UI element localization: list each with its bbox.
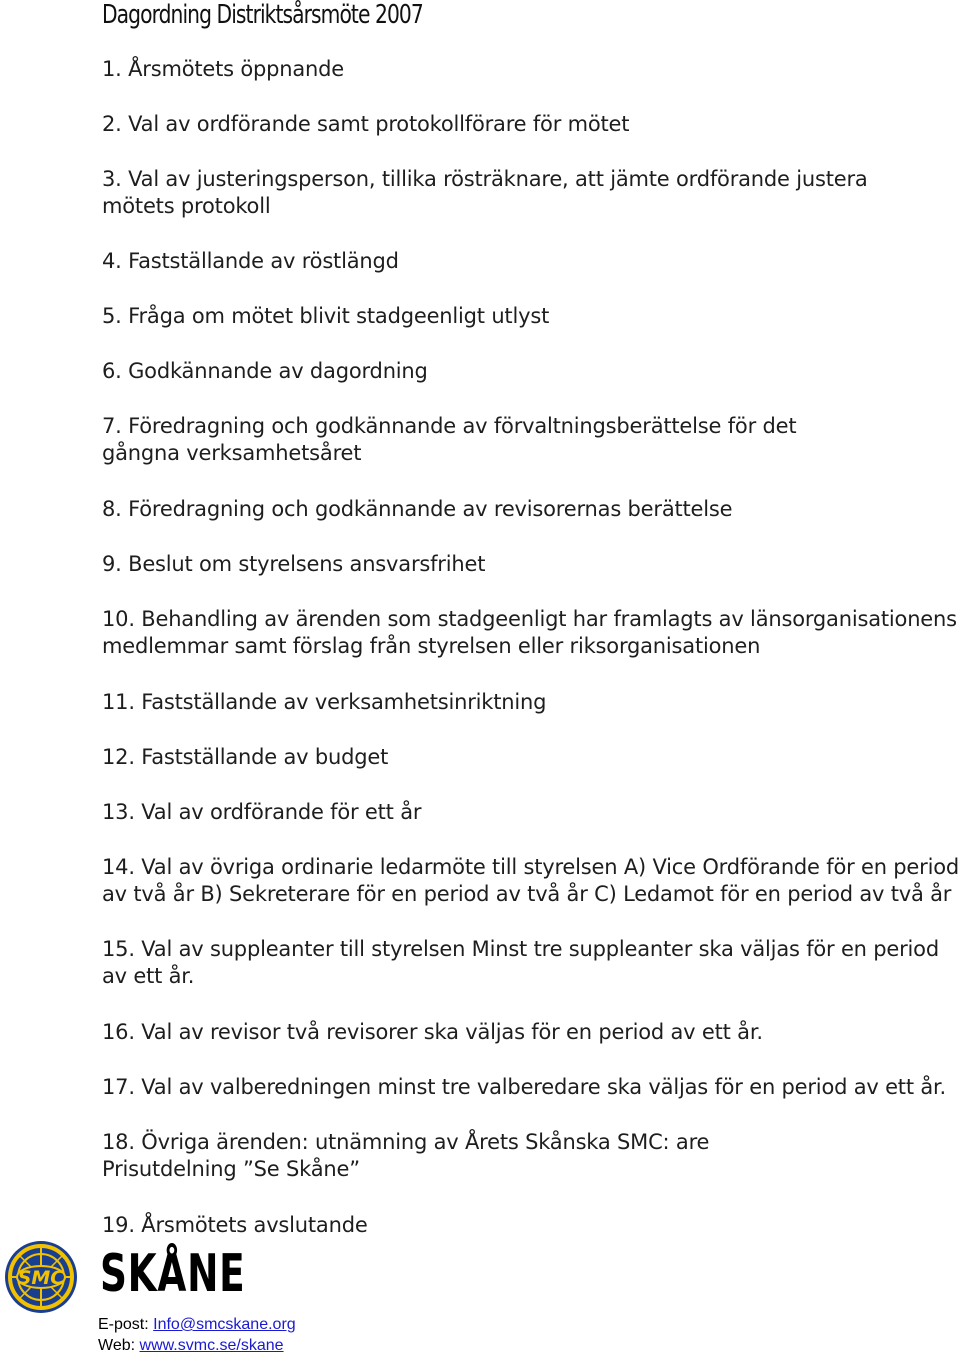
web-link[interactable]: www.svmc.se/skane <box>139 1337 284 1354</box>
agenda-item-18: 18. Övriga ärenden: utnämning av Årets Skånska SMC: are Prisutdelning ”Se Skåne” <box>102 1130 710 1181</box>
agenda-item-10: 10. Behandling av ärenden som stadgeenligt har framlagts av länsorganisationens medlemmar samt förslag från styrelsen eller riksorganisationen <box>102 607 957 658</box>
agenda-item-6: 6. Godkännande av dagordning <box>102 359 428 383</box>
agenda-item-16: 16. Val av revisor två revisorer ska väljas för en period av ett år. <box>102 1020 763 1044</box>
email-link[interactable]: Info@smcskane.org <box>153 1316 296 1333</box>
brand-name: SKÅNE <box>100 1244 246 1304</box>
agenda-item-14: 14. Val av övriga ordinarie ledarmöte till styrelsen A) Vice Ordförande för en period av två år B) Sekreterare för en period av två år C) Ledamot för en period av två år <box>102 855 960 906</box>
page-title: Dagordning Distriktsårsmöte 2007 <box>102 0 423 30</box>
agenda-item-4: 4. Fastställande av röstlängd <box>102 249 399 273</box>
agenda-item-7: 7. Föredragning och godkännande av förvaltningsberättelse för det gångna verksamhetsåret <box>102 414 797 465</box>
agenda-item-11: 11. Fastställande av verksamhetsinriktning <box>102 690 547 714</box>
logo-text: SMC <box>17 1267 65 1289</box>
agenda-item-1: 1. Årsmötets öppnande <box>102 57 345 81</box>
agenda-item-19: 19. Årsmötets avslutande <box>102 1213 368 1237</box>
web-label: Web: <box>98 1337 136 1354</box>
agenda-item-8: 8. Föredragning och godkännande av revisorernas berättelse <box>102 497 733 521</box>
agenda-item-3: 3. Val av justeringsperson, tillika rösträknare, att jämte ordförande justera mötets protokoll <box>102 167 868 218</box>
agenda-item-17: 17. Val av valberedningen minst tre valberedare ska väljas för en period av ett år. <box>102 1075 946 1099</box>
agenda-item-12: 12. Fastställande av budget <box>102 745 389 769</box>
smc-logo <box>4 1240 78 1314</box>
web-line <box>98 1337 284 1355</box>
email-line <box>98 1316 296 1334</box>
agenda-item-15: 15. Val av suppleanter till styrelsen Minst tre suppleanter ska väljas för en period av ett år. <box>102 937 939 988</box>
agenda-item-2: 2. Val av ordförande samt protokollförare för mötet <box>102 112 630 136</box>
agenda-item-5: 5. Fråga om mötet blivit stadgeenligt utlyst <box>102 304 550 328</box>
agenda-item-13: 13. Val av ordförande för ett år <box>102 800 422 824</box>
email-label: E-post: <box>98 1316 149 1333</box>
smc-logo-graphic <box>4 1240 78 1314</box>
agenda-item-9: 9. Beslut om styrelsens ansvarsfrihet <box>102 552 486 576</box>
